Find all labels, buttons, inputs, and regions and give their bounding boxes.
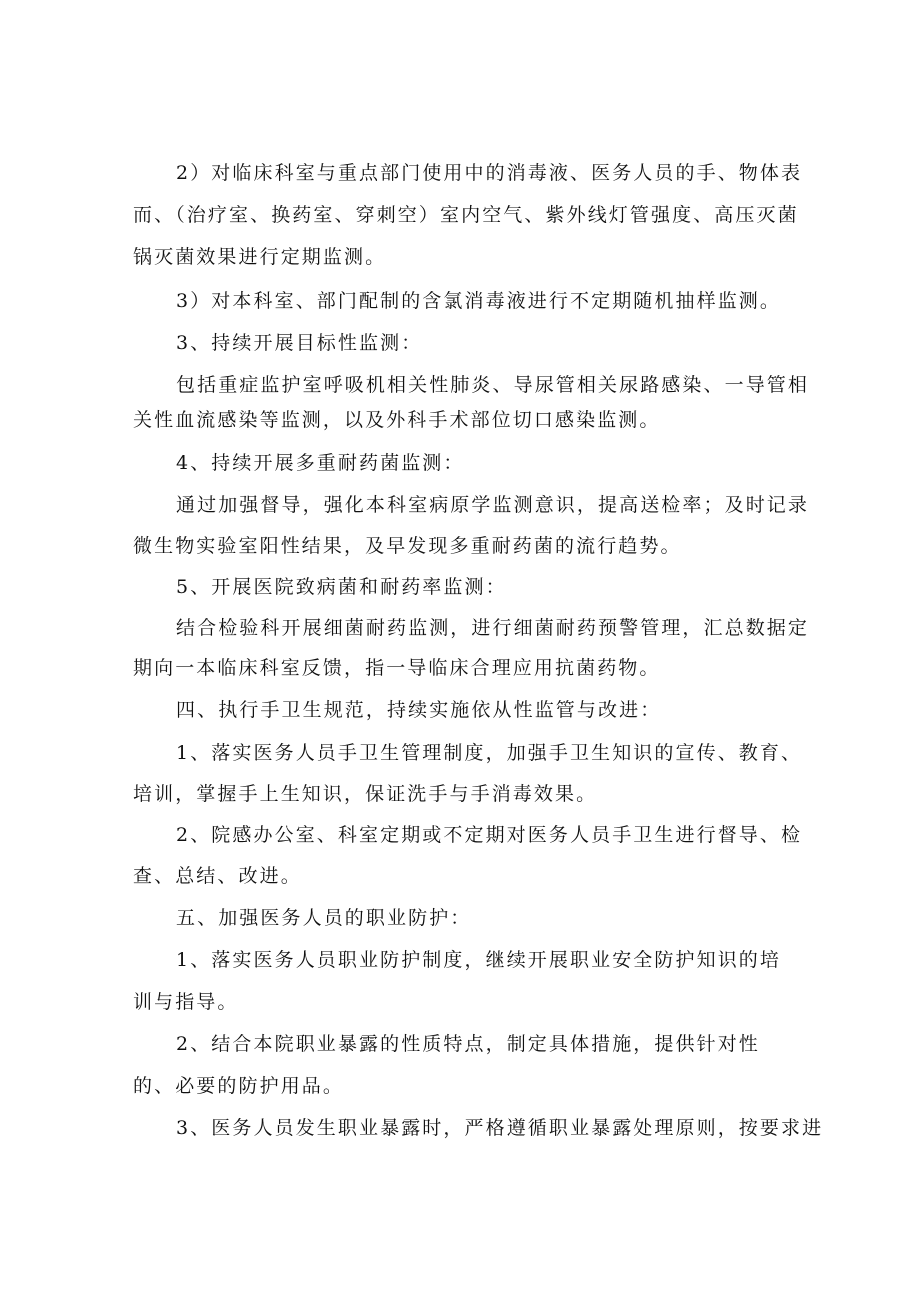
section-heading: 四、执行手卫生规范，持续实施依从性监管与改进：: [176, 699, 662, 721]
paragraph-line: 2、院感办公室、科室定期或不定期对医务人员手卫生进行督导、检: [176, 824, 803, 846]
paragraph-line: 包括重症监护室呼吸机相关性肺炎、导尿管相关尿路感染、一导管相: [176, 374, 810, 396]
paragraph-line: 查、总结、改进。: [133, 865, 302, 887]
paragraph-line: 2、结合本院职业暴露的性质特点，制定具体措施，提供针对性: [176, 1033, 760, 1055]
paragraph-line: 期向一本临床科室反馈，指一导临床合理应用抗菌药物。: [133, 657, 661, 679]
paragraph-line: 结合检验科开展细菌耐药监测，进行细菌耐药预警管理，汇总数据定: [176, 617, 810, 639]
paragraph-line: 2）对临床科室与重点部门使用中的消毒液、医务人员的手、物体表: [176, 162, 803, 184]
paragraph-line: 训与指导。: [133, 991, 239, 1013]
paragraph-line: 而、（治疗室、换药室、穿刺空）室内空气、紫外线灯管强度、高压灭菌: [133, 204, 799, 226]
paragraph-line: 微生物实验室阳性结果，及早发现多重耐药菌的流行趋势。: [133, 535, 682, 557]
paragraph-line: 1、落实医务人员手卫生管理制度，加强手卫生知识的宣传、教育、: [176, 742, 803, 764]
paragraph-line: 1、落实医务人员职业防护制度，继续开展职业安全防护知识的培: [176, 949, 781, 971]
paragraph-line: 3、医务人员发生职业暴露时，严格遵循职业暴露处理原则，按要求进: [176, 1117, 824, 1139]
paragraph-line: 培训，掌握手上生知识，保证洗手与手消毒效果。: [133, 783, 598, 805]
section-heading: 3、持续开展目标性监测：: [176, 332, 423, 354]
paragraph-line: 锅灭菌效果进行定期监测。: [133, 246, 387, 268]
section-heading: 五、加强医务人员的职业防护：: [176, 907, 472, 929]
paragraph-line: 3）对本科室、部门配制的含氯消毒液进行不定期随机抽样监测。: [176, 290, 781, 312]
section-heading: 5、开展医院致病菌和耐药率监测：: [176, 576, 507, 598]
paragraph-line: 通过加强督导，强化本科室病原学监测意识，提高送检率；及时记录: [176, 494, 810, 516]
section-heading: 4、持续开展多重耐药菌监测：: [176, 452, 465, 474]
paragraph-line: 的、必要的防护用品。: [133, 1075, 345, 1097]
paragraph-line: 关性血流感染等监测，以及外科手术部位切口感染监测。: [133, 409, 661, 431]
